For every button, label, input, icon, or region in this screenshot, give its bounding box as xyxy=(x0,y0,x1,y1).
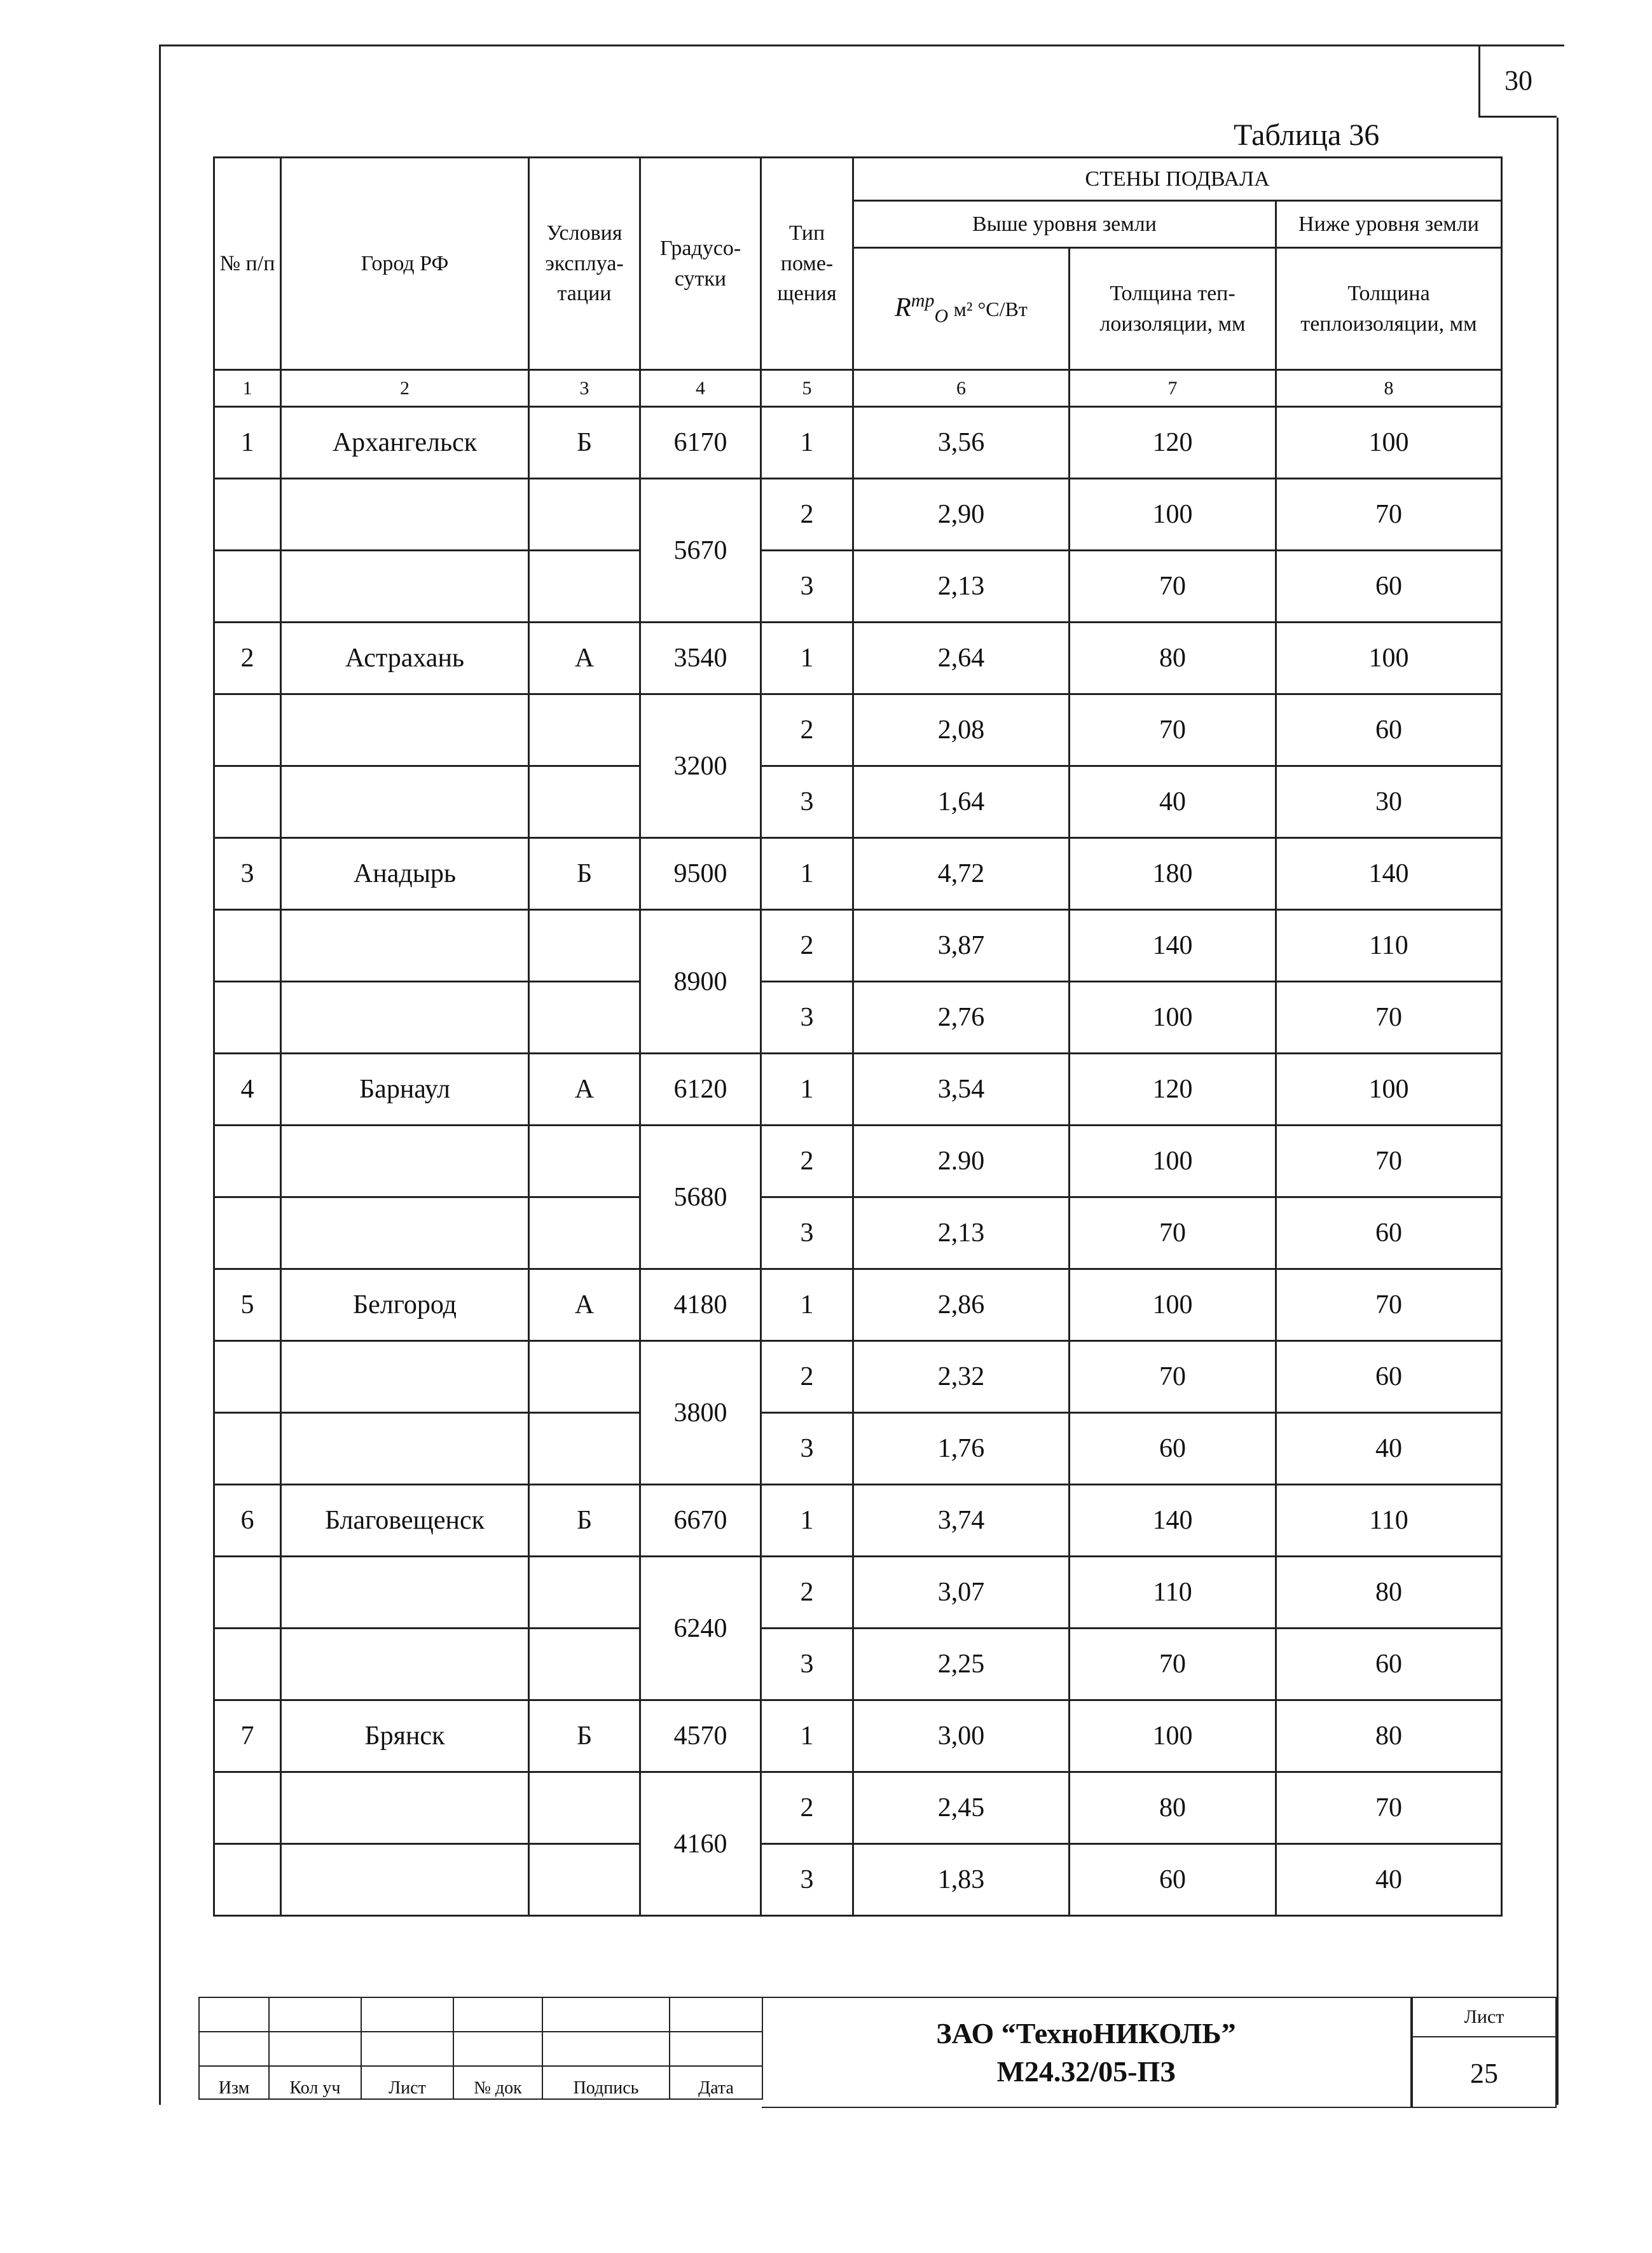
thickness-above-value: 140 xyxy=(1070,910,1276,982)
room-type: 1 xyxy=(761,1054,853,1126)
thickness-below-value: 60 xyxy=(1276,551,1502,623)
city-name: Брянск xyxy=(281,1700,529,1772)
thickness-below-value: 100 xyxy=(1276,407,1502,479)
operating-conditions: А xyxy=(529,1054,640,1126)
company-name: ЗАО “ТехноНИКОЛЬ” xyxy=(936,2016,1236,2050)
page-number: 30 xyxy=(1478,45,1557,118)
resistance-value: 2,86 xyxy=(853,1269,1070,1341)
row-number-empty xyxy=(214,910,281,982)
degree-days: 5680 xyxy=(640,1126,761,1269)
title-block-label: Кол уч xyxy=(269,2066,361,2099)
resistance-value: 2,76 xyxy=(853,982,1070,1054)
city-name-empty xyxy=(281,766,529,838)
degree-days: 4570 xyxy=(640,1700,761,1772)
table-row xyxy=(214,1485,1502,1557)
city-name-empty xyxy=(281,1197,529,1269)
room-type: 2 xyxy=(761,1772,853,1844)
city-name-empty xyxy=(281,1413,529,1485)
degree-days: 4160 xyxy=(640,1772,761,1916)
column-number: 5 xyxy=(761,370,853,407)
operating-conditions-empty xyxy=(529,1126,640,1197)
degree-days: 6170 xyxy=(640,407,761,479)
degree-days: 3540 xyxy=(640,623,761,694)
thickness-above-value: 80 xyxy=(1070,1772,1276,1844)
row-number: 5 xyxy=(214,1269,281,1341)
operating-conditions-empty xyxy=(529,766,640,838)
title-block-sheet xyxy=(1412,1997,1557,2108)
column-number: 6 xyxy=(853,370,1070,407)
thickness-below-value: 70 xyxy=(1276,982,1502,1054)
operating-conditions-empty xyxy=(529,1844,640,1916)
thickness-below-value: 80 xyxy=(1276,1557,1502,1629)
room-type: 2 xyxy=(761,1126,853,1197)
room-type: 2 xyxy=(761,910,853,982)
city-name-empty xyxy=(281,479,529,551)
resistance-value: 2.90 xyxy=(853,1126,1070,1197)
row-number-empty xyxy=(214,1341,281,1413)
column-number: 1 xyxy=(214,370,281,407)
table-row xyxy=(214,1413,1502,1485)
row-number-empty xyxy=(214,1197,281,1269)
resistance-symbol: $R^{тр}_О$ xyxy=(895,290,949,327)
room-type: 3 xyxy=(761,766,853,838)
operating-conditions-empty xyxy=(529,1772,640,1844)
header-thickness-below: Толщина теплоизоляции, мм xyxy=(1276,248,1502,370)
thickness-above-value: 110 xyxy=(1070,1557,1276,1629)
sheet-label: Лист xyxy=(1413,1998,1555,2037)
thickness-below-value: 70 xyxy=(1276,479,1502,551)
operating-conditions: А xyxy=(529,1269,640,1341)
thickness-above-value: 100 xyxy=(1070,1700,1276,1772)
city-name-empty xyxy=(281,1557,529,1629)
column-number: 2 xyxy=(281,370,529,407)
operating-conditions-empty xyxy=(529,982,640,1054)
row-number: 4 xyxy=(214,1054,281,1126)
thickness-below-value: 30 xyxy=(1276,766,1502,838)
table-row xyxy=(214,838,1502,910)
insulation-table xyxy=(213,156,1503,1917)
thickness-above-value: 70 xyxy=(1070,1197,1276,1269)
resistance-value: 2,45 xyxy=(853,1772,1070,1844)
room-type: 1 xyxy=(761,1700,853,1772)
document-code: М24.32/05-ПЗ xyxy=(996,2055,1176,2088)
row-number-empty xyxy=(214,1413,281,1485)
sheet-number: 25 xyxy=(1470,2058,1498,2089)
resistance-value: 2,90 xyxy=(853,479,1070,551)
thickness-above-value: 100 xyxy=(1070,982,1276,1054)
resistance-value: 3,54 xyxy=(853,1054,1070,1126)
thickness-below-value: 110 xyxy=(1276,1485,1502,1557)
thickness-below-value: 60 xyxy=(1276,694,1502,766)
thickness-above-value: 180 xyxy=(1070,838,1276,910)
header-room-type: Тип поме-щения xyxy=(761,158,853,370)
city-name: Барнаул xyxy=(281,1054,529,1126)
thickness-above-value: 70 xyxy=(1070,551,1276,623)
operating-conditions: Б xyxy=(529,407,640,479)
degree-days: 3200 xyxy=(640,694,761,838)
header-thickness-above: Толщина теп-лоизоляции, мм xyxy=(1070,248,1276,370)
title-block-label: Изм xyxy=(199,2066,269,2099)
room-type: 3 xyxy=(761,551,853,623)
city-name: Благовещенск xyxy=(281,1485,529,1557)
table-row xyxy=(214,1126,1502,1197)
header-degree-days: Градусо-сутки xyxy=(640,158,761,370)
table-row xyxy=(214,1772,1502,1844)
operating-conditions-empty xyxy=(529,910,640,982)
city-name-empty xyxy=(281,1126,529,1197)
city-name-empty xyxy=(281,694,529,766)
thickness-below-value: 70 xyxy=(1276,1772,1502,1844)
title-block-main xyxy=(762,1997,1412,2108)
page-frame-right xyxy=(1557,118,1559,2105)
thickness-below-value: 60 xyxy=(1276,1197,1502,1269)
header-resistance xyxy=(853,248,1070,370)
row-number-empty xyxy=(214,479,281,551)
city-name-empty xyxy=(281,982,529,1054)
title-block-grid xyxy=(198,1997,763,2100)
operating-conditions: Б xyxy=(529,1700,640,1772)
city-name-empty xyxy=(281,1772,529,1844)
thickness-below-value: 110 xyxy=(1276,910,1502,982)
city-name: Белгород xyxy=(281,1269,529,1341)
city-name-empty xyxy=(281,1341,529,1413)
resistance-value: 2,08 xyxy=(853,694,1070,766)
thickness-above-value: 60 xyxy=(1070,1844,1276,1916)
degree-days: 3800 xyxy=(640,1341,761,1485)
table-caption: Таблица 36 xyxy=(1234,118,1380,152)
room-type: 3 xyxy=(761,1197,853,1269)
city-name-empty xyxy=(281,1629,529,1700)
table-row xyxy=(214,623,1502,694)
city-name: Анадырь xyxy=(281,838,529,910)
operating-conditions-empty xyxy=(529,479,640,551)
degree-days: 9500 xyxy=(640,838,761,910)
resistance-value: 2,64 xyxy=(853,623,1070,694)
table-row xyxy=(214,1197,1502,1269)
table-row xyxy=(214,982,1502,1054)
operating-conditions-empty xyxy=(529,694,640,766)
resistance-value: 3,07 xyxy=(853,1557,1070,1629)
page-frame-top xyxy=(159,45,1564,46)
row-number: 3 xyxy=(214,838,281,910)
title-block-label: Лист xyxy=(361,2066,453,2099)
operating-conditions-empty xyxy=(529,551,640,623)
table-row xyxy=(214,1844,1502,1916)
table-row xyxy=(214,1054,1502,1126)
thickness-below-value: 80 xyxy=(1276,1700,1502,1772)
thickness-above-value: 100 xyxy=(1070,1269,1276,1341)
operating-conditions-empty xyxy=(529,1413,640,1485)
table-row xyxy=(214,1341,1502,1413)
city-name: Астрахань xyxy=(281,623,529,694)
operating-conditions: Б xyxy=(529,838,640,910)
column-number: 4 xyxy=(640,370,761,407)
header-basement-walls: СТЕНЫ ПОДВАЛА xyxy=(853,158,1502,201)
table-row xyxy=(214,551,1502,623)
thickness-above-value: 40 xyxy=(1070,766,1276,838)
resistance-value: 3,74 xyxy=(853,1485,1070,1557)
column-number: 3 xyxy=(529,370,640,407)
thickness-above-value: 60 xyxy=(1070,1413,1276,1485)
resistance-value: 1,64 xyxy=(853,766,1070,838)
title-block-label: Дата xyxy=(670,2066,762,2099)
city-name: Архангельск xyxy=(281,407,529,479)
row-number: 6 xyxy=(214,1485,281,1557)
room-type: 2 xyxy=(761,479,853,551)
thickness-below-value: 60 xyxy=(1276,1629,1502,1700)
operating-conditions: Б xyxy=(529,1485,640,1557)
thickness-above-value: 80 xyxy=(1070,623,1276,694)
room-type: 2 xyxy=(761,1557,853,1629)
thickness-above-value: 70 xyxy=(1070,694,1276,766)
resistance-value: 1,76 xyxy=(853,1413,1070,1485)
thickness-below-value: 40 xyxy=(1276,1413,1502,1485)
row-number: 7 xyxy=(214,1700,281,1772)
city-name-empty xyxy=(281,910,529,982)
column-number: 7 xyxy=(1070,370,1276,407)
resistance-value: 4,72 xyxy=(853,838,1070,910)
city-name-empty xyxy=(281,551,529,623)
row-number-empty xyxy=(214,766,281,838)
column-number: 8 xyxy=(1276,370,1502,407)
room-type: 3 xyxy=(761,1629,853,1700)
table-row xyxy=(214,766,1502,838)
degree-days: 6120 xyxy=(640,1054,761,1126)
resistance-value: 3,56 xyxy=(853,407,1070,479)
degree-days: 6240 xyxy=(640,1557,761,1700)
operating-conditions-empty xyxy=(529,1557,640,1629)
thickness-above-value: 120 xyxy=(1070,1054,1276,1126)
table-row xyxy=(214,1557,1502,1629)
title-block-labels xyxy=(199,2066,762,2099)
city-name-empty xyxy=(281,1844,529,1916)
resistance-unit: м² °С/Вт xyxy=(953,298,1028,321)
room-type: 2 xyxy=(761,694,853,766)
thickness-below-value: 70 xyxy=(1276,1126,1502,1197)
degree-days: 8900 xyxy=(640,910,761,1054)
resistance-value: 2,32 xyxy=(853,1341,1070,1413)
table-row xyxy=(214,1269,1502,1341)
column-number-row xyxy=(214,370,1502,407)
thickness-below-value: 100 xyxy=(1276,623,1502,694)
row-number-empty xyxy=(214,1844,281,1916)
room-type: 3 xyxy=(761,1413,853,1485)
row-number: 2 xyxy=(214,623,281,694)
room-type: 2 xyxy=(761,1341,853,1413)
row-number-empty xyxy=(214,1557,281,1629)
thickness-above-value: 100 xyxy=(1070,479,1276,551)
room-type: 1 xyxy=(761,838,853,910)
row-number-empty xyxy=(214,1629,281,1700)
header-below-ground: Ниже уровня земли xyxy=(1276,201,1502,248)
operating-conditions-empty xyxy=(529,1341,640,1413)
degree-days: 6670 xyxy=(640,1485,761,1557)
operating-conditions-empty xyxy=(529,1197,640,1269)
resistance-value: 2,25 xyxy=(853,1629,1070,1700)
table-row xyxy=(214,1700,1502,1772)
row-number-empty xyxy=(214,1126,281,1197)
table-row xyxy=(214,1629,1502,1700)
thickness-below-value: 70 xyxy=(1276,1269,1502,1341)
header-num: № п/п xyxy=(214,158,281,370)
row-number-empty xyxy=(214,1772,281,1844)
row-number-empty xyxy=(214,982,281,1054)
operating-conditions: А xyxy=(529,623,640,694)
title-block-label: Подпись xyxy=(542,2066,670,2099)
thickness-above-value: 70 xyxy=(1070,1341,1276,1413)
thickness-above-value: 120 xyxy=(1070,407,1276,479)
resistance-value: 3,00 xyxy=(853,1700,1070,1772)
table-row xyxy=(214,479,1502,551)
degree-days: 5670 xyxy=(640,479,761,623)
room-type: 1 xyxy=(761,1485,853,1557)
room-type: 1 xyxy=(761,407,853,479)
table-row xyxy=(214,694,1502,766)
room-type: 1 xyxy=(761,623,853,694)
thickness-below-value: 40 xyxy=(1276,1844,1502,1916)
degree-days: 4180 xyxy=(640,1269,761,1341)
table-row xyxy=(214,407,1502,479)
resistance-value: 2,13 xyxy=(853,551,1070,623)
row-number-empty xyxy=(214,551,281,623)
resistance-value: 3,87 xyxy=(853,910,1070,982)
thickness-above-value: 70 xyxy=(1070,1629,1276,1700)
row-number: 1 xyxy=(214,407,281,479)
room-type: 3 xyxy=(761,1844,853,1916)
thickness-above-value: 100 xyxy=(1070,1126,1276,1197)
header-conditions: Условия эксплуа-тации xyxy=(529,158,640,370)
resistance-value: 1,83 xyxy=(853,1844,1070,1916)
row-number-empty xyxy=(214,694,281,766)
title-block-label: № док xyxy=(453,2066,542,2099)
table-row xyxy=(214,910,1502,982)
header-above-ground: Выше уровня земли xyxy=(853,201,1276,248)
header-city: Город РФ xyxy=(281,158,529,370)
page-frame-left xyxy=(159,45,161,2105)
room-type: 3 xyxy=(761,982,853,1054)
thickness-below-value: 60 xyxy=(1276,1341,1502,1413)
thickness-below-value: 140 xyxy=(1276,838,1502,910)
thickness-above-value: 140 xyxy=(1070,1485,1276,1557)
thickness-below-value: 100 xyxy=(1276,1054,1502,1126)
resistance-value: 2,13 xyxy=(853,1197,1070,1269)
operating-conditions-empty xyxy=(529,1629,640,1700)
room-type: 1 xyxy=(761,1269,853,1341)
